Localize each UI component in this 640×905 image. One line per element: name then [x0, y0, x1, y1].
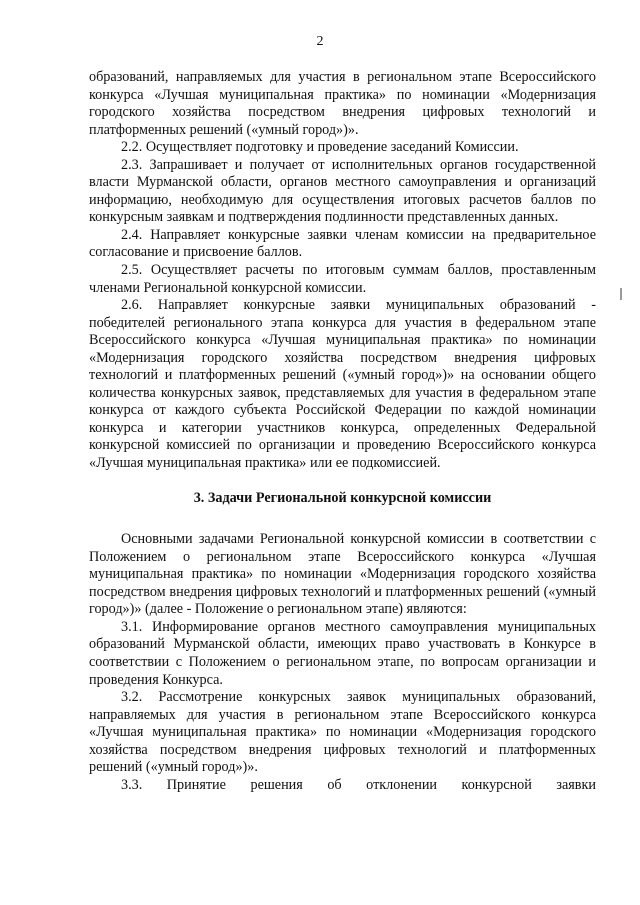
- paragraph: 3.3. Принятие решения об отклонении конкурсной заявки: [121, 776, 596, 793]
- paragraph: 2.4. Направляет конкурсные заявки членам комиссии на предварительное согласование и присвоение баллов.: [89, 226, 596, 261]
- page-number: 2: [316, 34, 324, 49]
- paragraph: образований, направляемых для участия в региональном этапе Всероссийского конкурса «Лучшая муниципальная практика» по номинации «Модернизация городского хозяйства посредством внедрения цифровых технологий и платформенных решений («умный город»)».: [89, 69, 596, 138]
- paragraph: 2.6. Направляет конкурсные заявки муниципальных образований - победителей регионального этапа конкурса для участия в федеральном этапе Всероссийского конкурса «Лучшая муниципальная практика» по номинации «Модернизация городского хозяйства посредством внедрения цифровых технологий и платформенных решений («умный город»)» на основании общего количества конкурсных заявок, представляемых для участия в федеральном этапе конкурса от каждого субъекта Российской Федерации по каждой номинации конкурса и категории участников конкурса, определенных Федеральной конкурсной комиссией по организации и проведению Всероссийского конкурса «Лучшая муниципальная практика» или ее подкомиссией.: [89, 297, 596, 472]
- paragraph: 3.2. Рассмотрение конкурсных заявок муниципальных образований, направляемых для участия в региональном этапе Всероссийского конкурса «Лучшая муниципальная практика» по номинации «Модернизация городского хозяйства посредством внедрения цифровых технологий и платформенных решений («умный город»)».: [89, 689, 596, 776]
- document-body: [89, 69, 596, 794]
- paragraph: Основными задачами Региональной конкурсной комиссии в соответствии с Положением о региональном этапе Всероссийского конкурса «Лучшая муниципальная практика» по номинации «Модернизация городского хозяйства посредством внедрения цифровых технологий и платформенных решений («умный город»)» (далее - Положение о региональном этапе) являются:: [89, 531, 596, 618]
- paragraph: 2.5. Осуществляет расчеты по итоговым суммам баллов, проставленным членами Региональной конкурсной комиссии.: [89, 262, 596, 296]
- scan-artifact-mark: [620, 288, 622, 300]
- paragraph: 3.1. Информирование органов местного самоуправления муниципальных образований Мурманской области, имеющих право участвовать в Конкурсе в соответствии с Положением о региональном этапе, по вопросам организации и проведения Конкурса.: [89, 618, 596, 688]
- paragraph: 2.2. Осуществляет подготовку и проведение заседаний Комиссии.: [121, 139, 519, 156]
- paragraph: 2.3. Запрашивает и получает от исполнительных органов государственной власти Мурманской области, органов местного самоуправления и организаций информацию, необходимую для осуществления итоговых расчетов баллов по конкурсным заявкам и подтверждения подлинности представленных данных.: [89, 156, 596, 226]
- section-heading: 3. Задачи Региональной конкурсной комиссии: [193, 489, 492, 506]
